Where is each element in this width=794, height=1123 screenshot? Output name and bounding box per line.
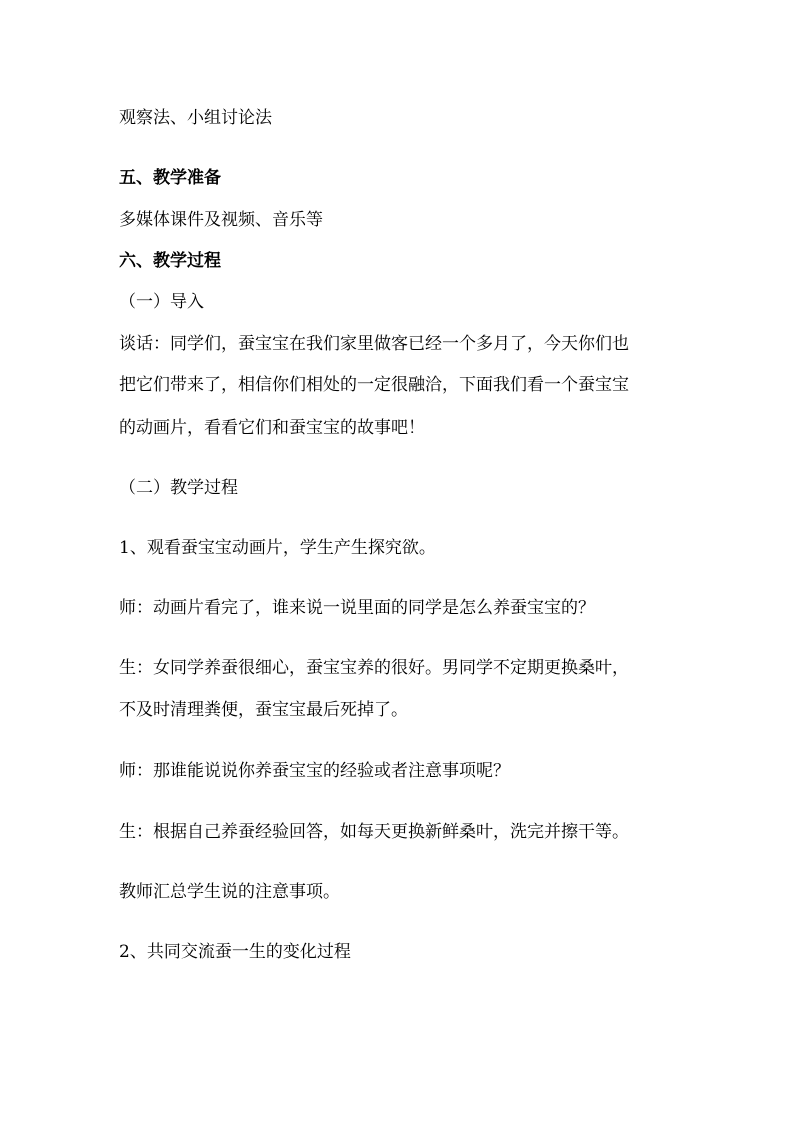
section-heading: 六、教学过程 (119, 251, 221, 271)
text-line: 多媒体课件及视频、音乐等 (119, 210, 323, 230)
text-line: 的动画片，看看它们和蚕宝宝的故事吧！ (119, 418, 425, 438)
text-line: 1、观看蚕宝宝动画片，学生产生探究欲。 (119, 538, 436, 558)
text-line: 观察法、小组讨论法 (119, 108, 272, 128)
text-line: 2、共同交流蚕一生的变化过程 (119, 942, 351, 962)
subsection-heading: （二）教学过程 (119, 478, 238, 498)
text-line: 谈话：同学们，蚕宝宝在我们家里做客已经一个多月了，今天你们也 (119, 334, 629, 354)
text-line: 不及时清理粪便，蚕宝宝最后死掉了。 (119, 700, 408, 720)
section-heading: 五、教学准备 (119, 168, 221, 188)
text-line: 生：女同学养蚕很细心，蚕宝宝养的很好。男同学不定期更换桑叶， (119, 658, 629, 678)
text-line: 师：那谁能说说你养蚕宝宝的经验或者注意事项呢？ (119, 761, 510, 781)
text-line: 生：根据自己养蚕经验回答，如每天更换新鲜桑叶，洗完并擦干等。 (119, 822, 629, 842)
text-line: 师：动画片看完了，谁来说一说里面的同学是怎么养蚕宝宝的？ (119, 598, 595, 618)
text-line: 把它们带来了，相信你们相处的一定很融洽，下面我们看一个蚕宝宝 (119, 375, 629, 395)
text-line: 教师汇总学生说的注意事项。 (119, 882, 340, 902)
subsection-heading: （一）导入 (119, 292, 204, 312)
